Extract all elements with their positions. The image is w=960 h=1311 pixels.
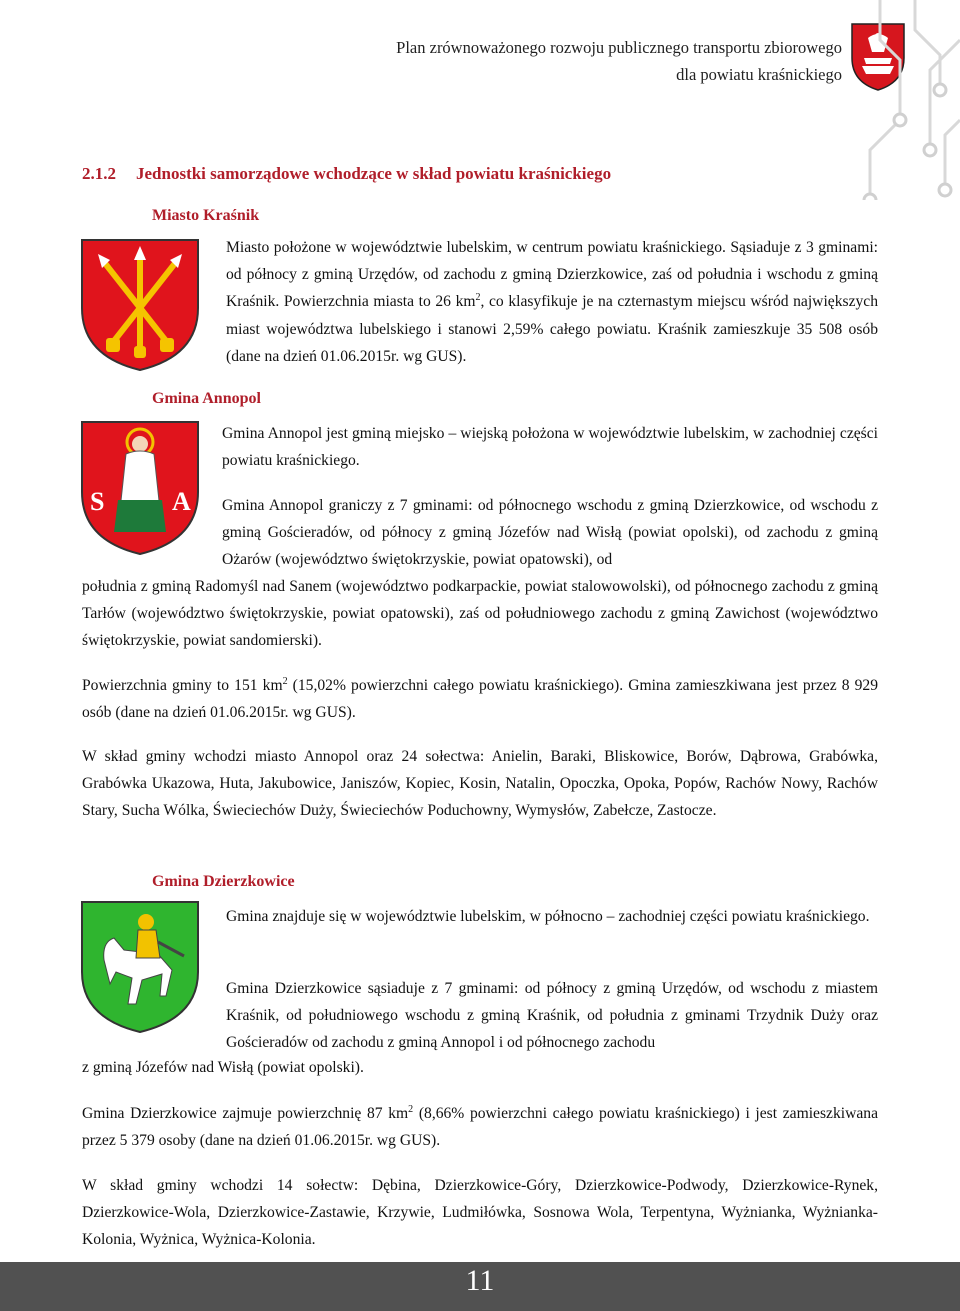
section-title: Jednostki samorządowe wchodzące w skład powiatu kraśnickiego bbox=[136, 164, 612, 183]
superscript: 2 bbox=[475, 292, 481, 304]
dzierzkowice-text-3b: (8,66% powierzchni całego powiatu kraśnickiego) i jest zamieszkiwana przez 5 379 osoby (dane na dzień 01.06.2015r. wg GUS). bbox=[82, 1105, 878, 1150]
section-heading bbox=[82, 164, 611, 184]
dzierzkowice-text-3a: Gmina Dzierzkowice zajmuje powierzchnię 87 km bbox=[82, 1105, 409, 1122]
dzierzkowice-paragraph-2a: Gmina Dzierzkowice sąsiaduje z 7 gminami: od północy z gminą Urzędów, od wschodu z miastem Kraśnik, od południowego wschodu z gminą Kraśnik, od południa z gminami Trzydnik Duży oraz Gościeradów od zachodu z gminą Annopol i od północnego zachodu bbox=[226, 980, 878, 1052]
annopol-text-3b: (15,02% powierzchni całego powiatu kraśnickiego). Gmina zamieszkiwana jest przez 8 929 osób (dane na dzień 01.06.2015r. wg GUS). bbox=[82, 677, 878, 722]
section-number: 2.1.2 bbox=[82, 164, 116, 183]
krasnik-paragraph bbox=[226, 234, 878, 370]
krasnik-coat-of-arms bbox=[80, 238, 200, 372]
superscript: 2 bbox=[282, 675, 288, 687]
superscript: 2 bbox=[408, 1103, 414, 1115]
crest-letter-a: A bbox=[172, 487, 191, 516]
circuit-decoration bbox=[860, 0, 960, 200]
header-line-1: Plan zrównoważonego rozwoju publicznego transportu zbiorowego bbox=[396, 38, 842, 57]
annopol-paragraph-3 bbox=[82, 672, 878, 726]
page-number: 11 bbox=[465, 1264, 495, 1297]
dzierzkowice-heading: Gmina Dzierzkowice bbox=[152, 873, 295, 890]
annopol-heading: Gmina Annopol bbox=[152, 390, 261, 407]
crest-letter-s: S bbox=[90, 487, 105, 516]
krasnik-text-1: Miasto położone w województwie lubelskim, w centrum powiatu kraśnickiego. Sąsiaduje z 3 gminami: od północy z gminą Urzędów, od zachodu z gminą Dzierzkowice, zaś od południa i wschodu z gminą Kraśnik. Powierzchnia miasta to 26 km bbox=[226, 239, 878, 311]
annopol-paragraph-2b: południa z gminą Radomyśl nad Sanem (województwo podkarpackie, powiat stalowowolski), od północnego zachodu z gminą Tarłów (województwo świętokrzyskie, powiat opatowski), zaś od południowego zachodu z gminą Zawichost (województwo świętokrzyskie, powiat sandomierski). bbox=[82, 578, 878, 650]
annopol-paragraph-4: W skład gminy wchodzi miasto Annopol oraz 24 sołectwa: Anielin, Baraki, Bliskowice, Borów, Dąbrowa, Grabówka, Grabówka Ukazowa, Huta, Jakubowice, Janiszów, Kopiec, Kosin, Natalin, Opoczka, Opoka, Popów, Rachów Nowy, Rachów Stary, Sucha Wólka, Świeciechów Duży, Świeciechów Poduchowny, Wymysłów, Zabełcze, Zastocze. bbox=[82, 748, 878, 820]
annopol-paragraph-1: Gmina Annopol jest gminą miejsko – wiejską położona w województwie lubelskim, w zachodniej części powiatu kraśnickiego. bbox=[222, 425, 878, 470]
krasnik-text-2: , co klasyfikuje je na czternastym miejscu wśród największych miast województwa lubelskiego i stanowi 2,59% całego powiatu. Kraśnik zamieszkuje 35 508 osób (dane na dzień 01.06.2015r. wg GUS). bbox=[226, 293, 878, 365]
annopol-coat-of-arms bbox=[80, 420, 200, 556]
dzierzkowice-paragraph-3 bbox=[82, 1100, 878, 1154]
dzierzkowice-paragraph-4: W skład gminy wchodzi 14 sołectw: Dębina, Dzierzkowice-Góry, Dzierzkowice-Podwody, Dzierzkowice-Rynek, Dzierzkowice-Wola, Dzierzkowice-Zastawie, Krzywie, Ludmiłówka, Sosnowa Wola, Terpentyna, Wyżnianka, Wyżnianka-Kolonia, Wyżnica, Wyżnica-Kolonia. bbox=[82, 1177, 878, 1249]
dzierzkowice-coat-of-arms bbox=[80, 900, 200, 1034]
document-header bbox=[396, 34, 842, 88]
dzierzkowice-paragraph-1: Gmina znajduje się w województwie lubelskim, w północno – zachodniej części powiatu kraśnickiego. bbox=[226, 908, 870, 925]
krasnik-heading: Miasto Kraśnik bbox=[152, 207, 260, 224]
annopol-paragraph-2a: Gmina Annopol graniczy z 7 gminami: od północnego wschodu z gminą Dzierzkowice, od wschodu z gminą Gościeradów, od północy z gminą Józefów nad Wisłą (powiat opolski), od zachodu z gminą Ożarów (województwo świętokrzyskie, powiat opatowski), od bbox=[222, 497, 878, 569]
header-line-2: dla powiatu kraśnickiego bbox=[676, 65, 842, 84]
annopol-text-3a: Powierzchnia gminy to 151 km bbox=[82, 677, 283, 694]
dzierzkowice-paragraph-2b: z gminą Józefów nad Wisłą (powiat opolski). bbox=[82, 1059, 364, 1076]
